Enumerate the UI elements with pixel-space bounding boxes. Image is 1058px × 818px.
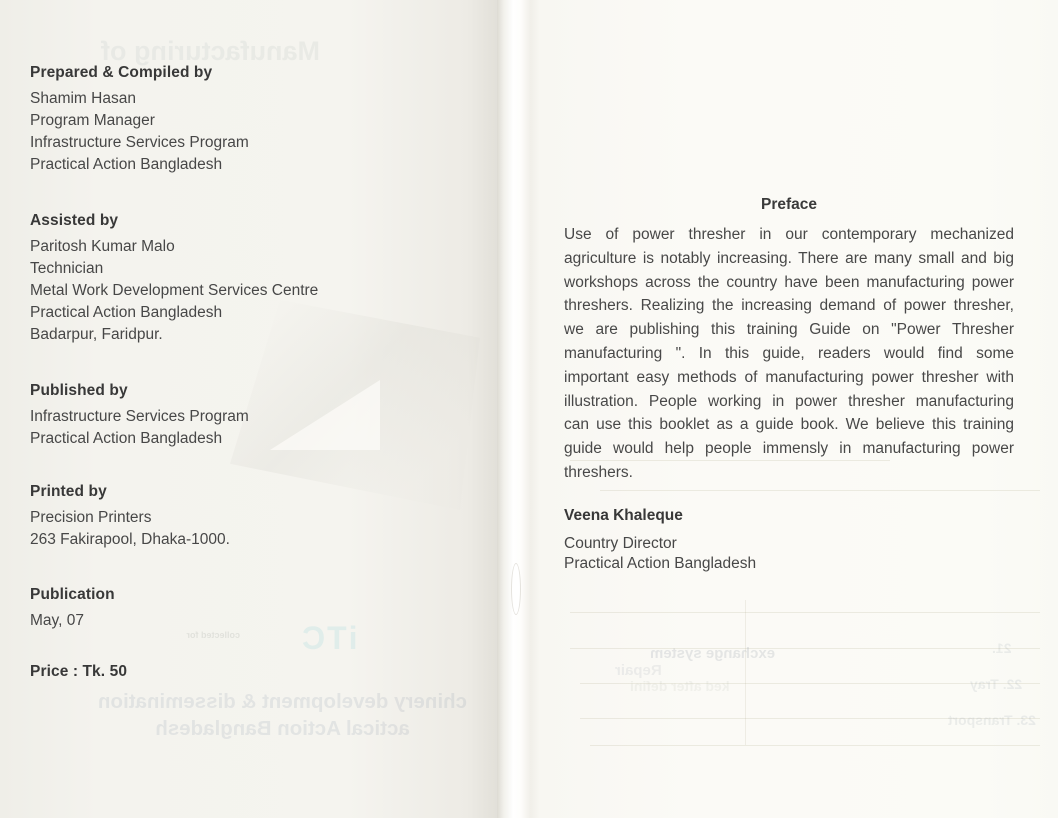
section-heading: Assisted by [30, 212, 119, 229]
price-label: Price : Tk. 50 [30, 663, 128, 680]
ghost-table-number: 23. Transport [948, 712, 1036, 728]
credit-line: Program Manager [30, 112, 155, 129]
signature-block [564, 507, 864, 573]
ghost-back-cover-line2: actical Action Bangladesh [155, 717, 410, 740]
publication-section [30, 586, 460, 632]
ghost-table-text: ked after defini [630, 678, 730, 694]
ghost-title-bleed: Manufacturing of [101, 36, 320, 66]
credit-line: Infrastructure Services Program [30, 134, 249, 151]
ghost-rule [600, 490, 1040, 491]
prepared-by-section [30, 64, 460, 176]
ghost-table-divider [745, 600, 746, 745]
credit-line: Badarpur, Faridpur. [30, 326, 163, 343]
book-spine-gutter [497, 0, 540, 818]
left-page [0, 0, 497, 818]
ghost-table-rule [580, 718, 1040, 719]
credit-line: 263 Fakirapool, Dhaka-1000. [30, 531, 230, 548]
credit-line: Practical Action Bangladesh [30, 156, 223, 173]
credit-line: Technician [30, 260, 104, 277]
signature-name: Veena Khaleque [564, 507, 683, 524]
credit-line: Metal Work Development Services Centre [30, 282, 319, 299]
ghost-table-rule [580, 683, 1040, 684]
credit-line: Practical Action Bangladesh [30, 304, 223, 321]
credit-line: Shamim Hasan [30, 90, 136, 107]
signature-title: Country Director [564, 535, 677, 552]
ghost-table-number: 22. Tray [970, 676, 1023, 692]
credit-line: Practical Action Bangladesh [30, 430, 223, 447]
ghost-table-text: Repair [615, 662, 662, 679]
preface-paragraph: Use of power thresher in our contemporary mechanized agriculture is notably increasing. There are many small and big workshops across the country have been manufacturing power threshers. Realizing the increasing demand of power thresher, we are publishing this training Guide on "Power Thresher manufacturing ". In this guide, readers would find some important easy methods of manufacturing power thresher with illustration. People working in power thresher manufacturing can use this booklet as a guide book. We believe this training guide would help people immensly in manufacturing power threshers. [564, 226, 1014, 481]
price-section [30, 663, 460, 687]
credit-line: Infrastructure Services Program [30, 408, 249, 425]
section-heading: Prepared & Compiled by [30, 64, 213, 81]
printed-by-section [30, 483, 460, 551]
section-heading: Printed by [30, 483, 107, 500]
ghost-small-text-bleed: collected for [186, 630, 240, 640]
credit-line: Precision Printers [30, 509, 152, 526]
ghost-table-number: 21. [992, 640, 1012, 656]
ghost-back-cover-text [95, 688, 470, 742]
ghost-table-rule [570, 648, 1040, 649]
signature-organization: Practical Action Bangladesh [564, 554, 757, 572]
ghost-back-cover-line1: chinery development & dissemination [97, 690, 468, 713]
ghost-table-rule [570, 612, 1040, 613]
section-heading: Published by [30, 382, 128, 399]
credit-line: May, 07 [30, 612, 84, 629]
ghost-logo-mark: iTC [300, 620, 358, 656]
section-heading: Publication [30, 586, 115, 603]
right-page [540, 0, 1058, 818]
published-by-section [30, 382, 460, 450]
preface-title: Preface [760, 196, 817, 213]
ghost-table-text: exchange system [650, 645, 776, 662]
credit-line: Paritosh Kumar Malo [30, 238, 175, 255]
assisted-by-section [30, 212, 460, 346]
spine-crease [511, 563, 521, 615]
ghost-table-rule [590, 745, 1040, 746]
